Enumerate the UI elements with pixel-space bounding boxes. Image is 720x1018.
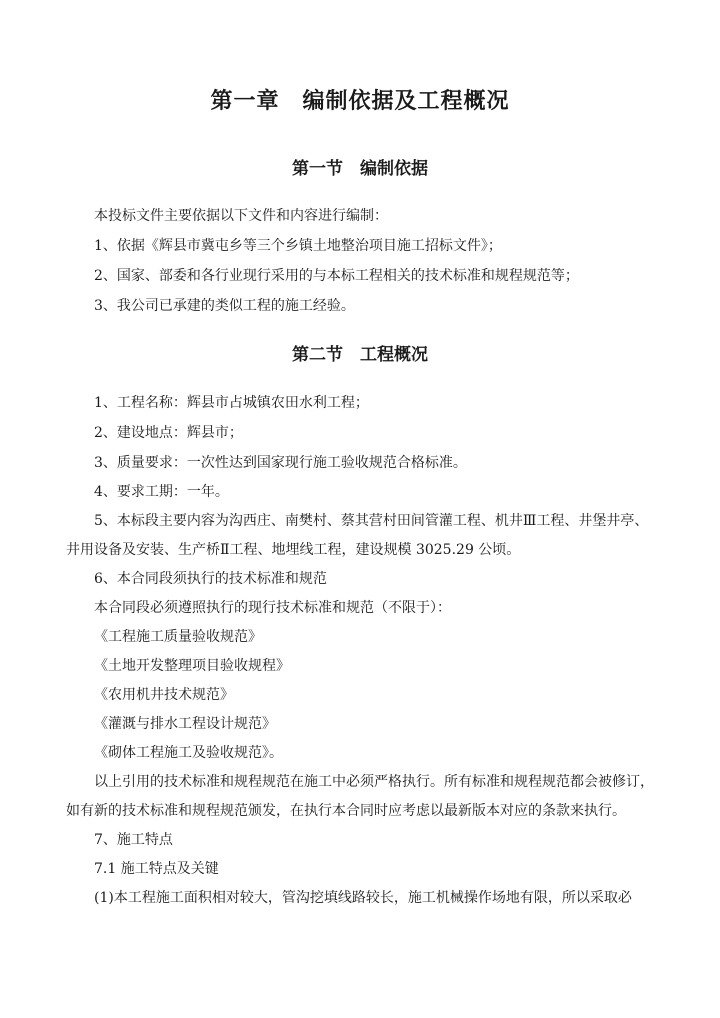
- paragraph: 2、建设地点：辉县市；: [94, 425, 243, 441]
- paragraph: 1、工程名称：辉县市占城镇农田水利工程；: [94, 395, 369, 411]
- paragraph: 1、依据《辉县市冀屯乡等三个乡镇土地整治项目施工招标文件》；: [94, 238, 502, 254]
- standard-item: 《砌体工程施工及验收规范》。: [94, 745, 283, 761]
- standard-item: 《工程施工质量验收规范》: [94, 629, 262, 645]
- paragraph: 7.1 施工特点及关键: [94, 861, 219, 877]
- section-title-basis: 第一节 编制依据: [292, 159, 428, 179]
- paragraph: 6、本合同段须执行的技术标准和规范: [94, 571, 327, 587]
- paragraph: 本合同段必须遵照执行的现行技术标准和规范（不限于）：: [94, 600, 451, 616]
- paragraph-continuation: 井用设备及安装、生产桥Ⅱ工程、地埋线工程，建设规模 3025.29 公顷。: [66, 542, 521, 558]
- paragraph: 2、国家、部委和各行业现行采用的与本标工程相关的技术标准和规程规范等；: [94, 268, 579, 284]
- paragraph: 以上引用的技术标准和规程规范在施工中必须严格执行。所有标准和规程规范都会被修订，: [94, 774, 654, 790]
- paragraph: 4、要求工期：一年。: [94, 484, 229, 500]
- paragraph: 5、本标段主要内容为沟西庄、南樊村、蔡其营村田间管灌工程、机井Ⅲ工程、井堡井亭、: [94, 513, 649, 529]
- section-title-overview: 第二节 工程概况: [292, 345, 428, 365]
- paragraph: 3、质量要求：一次性达到国家现行施工验收规范合格标准。: [94, 455, 467, 471]
- paragraph: 3、我公司已承建的类似工程的施工经验。: [94, 298, 355, 314]
- standard-item: 《灌溉与排水工程设计规范》: [94, 716, 276, 732]
- standard-item: 《农用机井技术规范》: [94, 687, 234, 703]
- paragraph-continuation: 如有新的技术标准和规程规范颁发，在执行本合同时应考虑以最新版本对应的条款来执行。: [66, 803, 626, 819]
- paragraph: (1)本工程施工面积相对较大，管沟挖填线路较长，施工机械操作场地有限，所以采取必: [94, 890, 632, 906]
- standard-item: 《土地开发整理项目验收规程》: [94, 658, 290, 674]
- paragraph: 7、施工特点: [94, 832, 173, 848]
- paragraph: 本投标文件主要依据以下文件和内容进行编制：: [94, 208, 388, 224]
- chapter-title: 第一章 编制依据及工程概况: [210, 88, 510, 114]
